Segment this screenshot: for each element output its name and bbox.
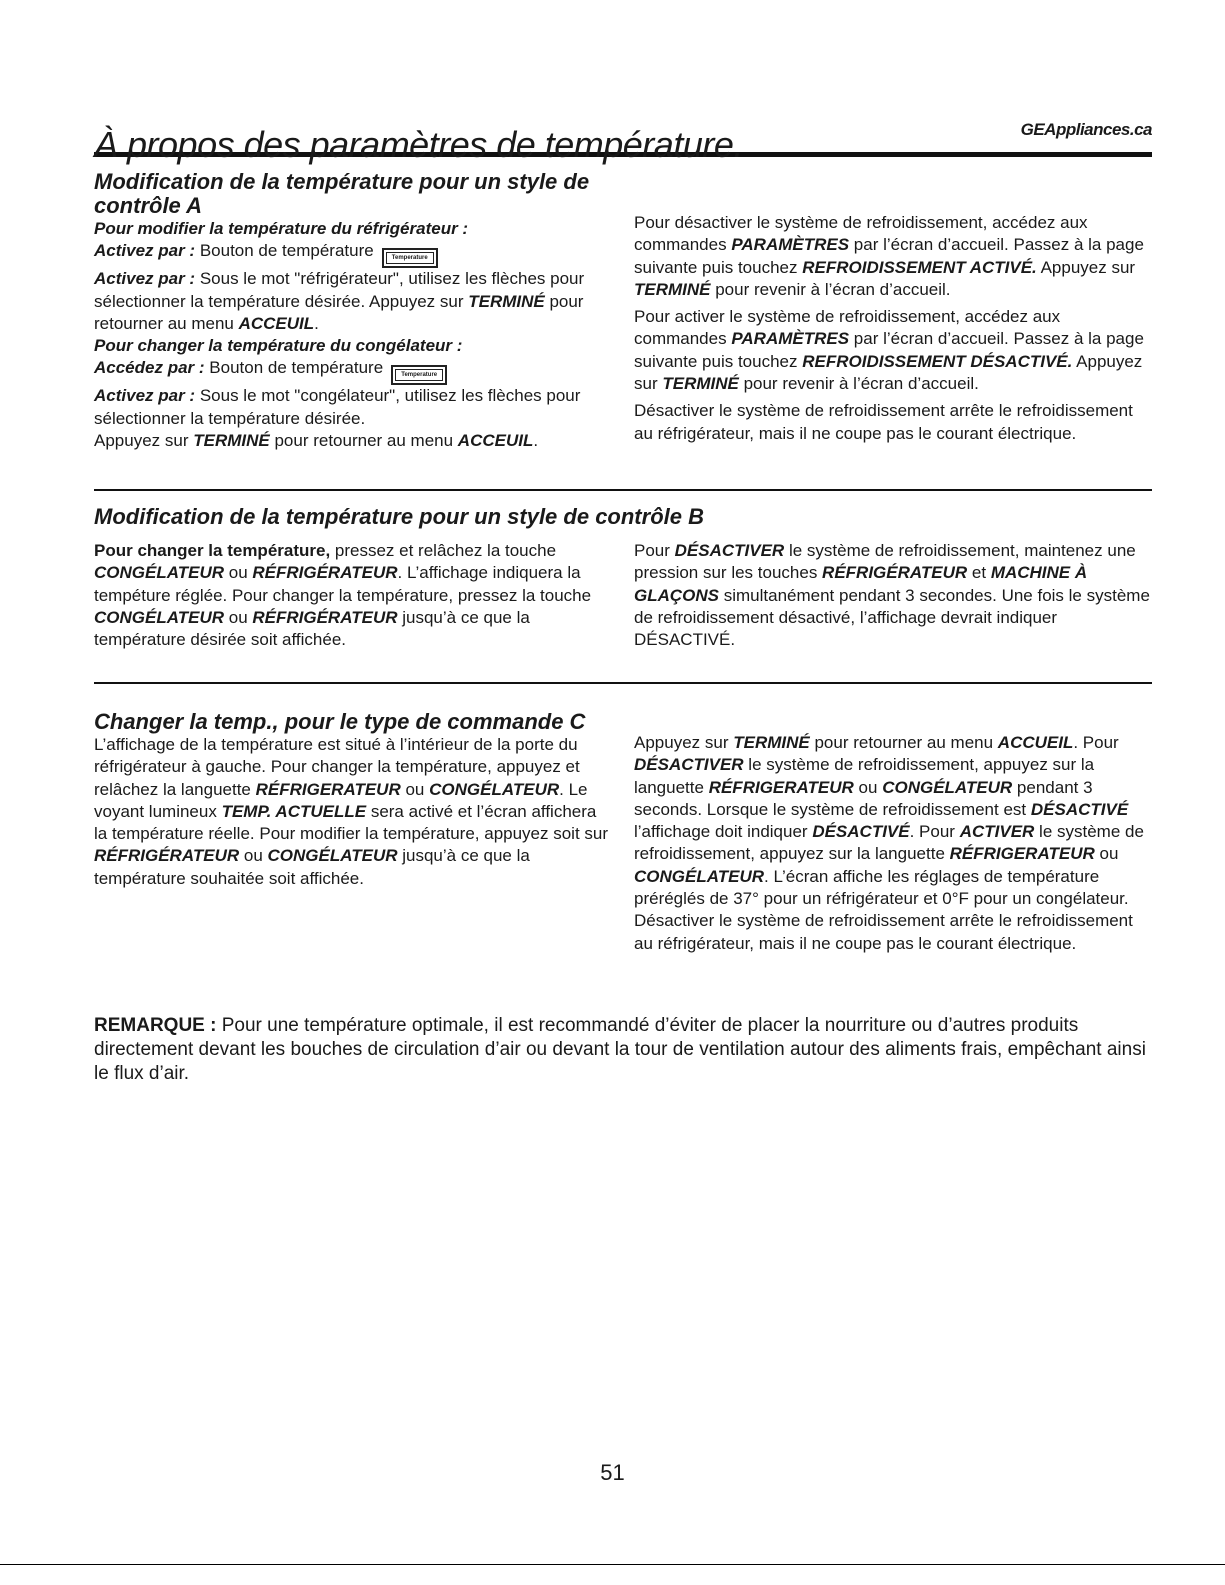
text: jusqu’à ce que la température souhaitée soit affichée.	[94, 846, 530, 888]
text: L’affichage de la température est situé à l’intérieur de la porte du réfrigérateur à gauche. Pour changer la température, appuyez et relâchez la languette	[94, 735, 580, 799]
activate-text: Sous le mot "réfrigérateur", utilisez les flèches pour sélectionner la température désirée. Appuyez sur	[94, 269, 585, 311]
activate-text: Bouton de température	[195, 241, 374, 261]
paragraph	[94, 734, 609, 890]
keyword: TERMINÉ	[733, 733, 810, 752]
text: pour retourner au menu	[809, 733, 998, 752]
section-c-right	[634, 732, 1152, 955]
paragraph	[94, 540, 604, 651]
section-divider	[94, 682, 1152, 684]
text: ou	[853, 777, 883, 797]
paragraph	[634, 212, 1152, 301]
page-header	[94, 100, 1152, 166]
text: ou	[1094, 844, 1119, 864]
text: le système de refroidissement, maintenez une pression sur les touches	[634, 541, 1136, 583]
freezer-heading: Pour changer la température du congélateur :	[94, 336, 463, 356]
keyword: DÉSACTIVÉ	[1030, 799, 1129, 819]
activate-text: Sous le mot "congélateur", utilisez les flèches pour sélectionner la température désirée.	[94, 386, 581, 428]
section-a-left	[94, 170, 614, 452]
note	[94, 1014, 1152, 1086]
paragraph	[634, 732, 1152, 955]
keyword: CONGÉLATEUR	[634, 866, 765, 886]
text: le système de refroidissement, appuyez sur la languette	[634, 755, 1095, 797]
temperature-button-icon: Temperature	[382, 248, 438, 268]
keyword: DÉSACTIVER	[634, 755, 744, 775]
keyword: CONGÉLATEUR	[429, 779, 560, 799]
keyword: RÉFRIGÉRATEUR	[252, 563, 398, 583]
text: pour revenir à l’écran d’accueil.	[738, 374, 979, 394]
activate-label: Activez par :	[94, 386, 196, 406]
section-b-title-wrap	[94, 505, 1152, 529]
text: . Pour	[1073, 733, 1119, 752]
note-text: Pour une température optimale, il est recommandé d’éviter de placer la nourriture ou d’autres produits directement devant les bouches de circulation d’air ou devant la tour de ventilation autour des aliments frais, empêchant ainsi le flux d’air.	[94, 1015, 1146, 1084]
section-c-title: Changer la temp., pour le type de commande C	[94, 709, 586, 734]
note-label: REMARQUE :	[94, 1015, 217, 1036]
page-number: 51	[600, 1460, 625, 1485]
keyword: ACCUEIL	[997, 733, 1074, 752]
bold-text: Pour changer la température,	[94, 541, 331, 560]
text: pendant 3 seconds. Lorsque le système de refroidissement est	[634, 777, 1093, 819]
keyword: TERMINÉ	[634, 279, 711, 299]
section-b-title: Modification de la température pour un style de contrôle B	[94, 504, 704, 529]
keyword: CONGÉLATEUR	[267, 846, 398, 866]
text: Appuyez sur	[94, 431, 194, 451]
keyword: TERMINÉ	[193, 431, 270, 451]
keyword: REFROIDISSEMENT DÉSACTIVÉ.	[802, 351, 1073, 371]
keyword: TERMINÉ	[662, 374, 739, 394]
text: .	[314, 313, 319, 333]
text: jusqu’à ce que la température désirée soit affichée.	[94, 607, 530, 650]
text: ou	[400, 779, 430, 799]
keyword: RÉFRIGÉRATEUR	[94, 846, 240, 866]
text: par l’écran d’accueil. Passez à la page suivante puis touchez	[634, 235, 1144, 277]
text: ou	[239, 846, 268, 866]
keyword: MACHINE À GLAÇONS	[634, 563, 1088, 605]
site-url: GEAppliances.ca	[1020, 120, 1152, 139]
section-divider	[94, 489, 1152, 491]
text: Appuyez sur	[634, 351, 1143, 394]
keyword: ACCEUIL	[238, 313, 315, 333]
paragraph	[634, 540, 1152, 651]
text: ou	[224, 563, 253, 583]
text: . Le voyant lumineux	[94, 779, 588, 821]
keyword: ACCEUIL	[457, 431, 534, 451]
keyword: CONGÉLATEUR	[94, 607, 225, 627]
access-text: Bouton de température	[204, 358, 384, 378]
keyword: RÉFRIGÉRATEUR	[822, 563, 968, 583]
text: pour retourner au menu	[269, 431, 458, 451]
paragraph: Désactiver le système de refroidissement arrête le refroidissement au réfrigérateur, mais il ne coupe pas le courant électrique.	[634, 401, 1133, 443]
keyword: REFROIDISSEMENT ACTIVÉ.	[802, 257, 1037, 277]
text: Pour activer le système de refroidissement, accédez aux commandes	[634, 307, 1061, 349]
paragraph	[634, 306, 1152, 395]
keyword: DÉSACTIVÉ	[812, 822, 910, 842]
keyword: TEMP. ACTUELLE	[221, 801, 367, 821]
text: . L’affichage indiquera la tempéture réglée. Pour changer la température, pressez la touche	[94, 563, 592, 605]
text: Pour	[634, 541, 675, 560]
keyword: CONGÉLATEUR	[882, 777, 1013, 797]
text: et	[967, 563, 991, 583]
keyword: RÉFRIGÉRATEUR	[252, 607, 398, 627]
keyword: TERMINÉ	[468, 291, 545, 311]
section-a-right	[634, 212, 1152, 445]
text: l’affichage doit indiquer	[634, 822, 813, 842]
footer-rule	[0, 1564, 1225, 1565]
text: pressez et relâchez la touche	[330, 541, 557, 560]
keyword: PARAMÈTRES	[731, 235, 850, 255]
keyword: RÉFRIGERATEUR	[949, 844, 1095, 864]
text: Pour désactiver le système de refroidissement, accédez aux commandes	[634, 213, 1088, 255]
text: simultanément pendant 3 secondes. Une fois le système de refroidissement désactivé, l’affichage devrait indiquer DÉSACTIVÉ.	[634, 585, 1150, 650]
access-label: Accédez par :	[94, 358, 205, 378]
section-b-left	[94, 540, 604, 651]
text: sera activé et l’écran affichera la température réelle. Pour modifier la température, appuyez soit sur	[94, 801, 609, 844]
section-a-title: Modification de la température pour un style de contrôle A	[94, 169, 590, 218]
section-c-left	[94, 710, 609, 890]
keyword: PARAMÈTRES	[731, 329, 850, 349]
page-title: À propos des paramètres de température.	[94, 124, 743, 166]
activate-label: Activez par :	[94, 241, 196, 261]
text: Appuyez sur	[634, 733, 734, 752]
text: par l’écran d’accueil. Passez à la page suivante puis touchez	[634, 329, 1144, 371]
keyword: RÉFRIGERATEUR	[708, 777, 854, 797]
fridge-heading: Pour modifier la température du réfrigérateur :	[94, 219, 469, 238]
text: .	[533, 431, 539, 451]
text: Appuyez sur	[1036, 257, 1136, 277]
fridge-instructions	[94, 218, 614, 452]
text: le système de refroidissement, appuyez sur la languette	[634, 822, 1144, 864]
keyword: CONGÉLATEUR	[94, 563, 225, 583]
temperature-button-icon: Temperature	[391, 365, 447, 385]
section-b-right	[634, 540, 1152, 651]
text: ou	[224, 607, 253, 627]
text: pour revenir à l’écran d’accueil.	[710, 279, 951, 299]
keyword: RÉFRIGERATEUR	[255, 779, 401, 799]
text: pour retourner au menu	[94, 291, 584, 333]
keyword: ACTIVER	[959, 822, 1035, 842]
keyword: DÉSACTIVER	[674, 541, 785, 560]
text: . Pour	[909, 822, 960, 842]
text: . L’écran affiche les réglages de température préréglés de 37° pour un réfrigérateur et 0°F pour un congélateur. Désactiver le système de refroidissement arrête le refroidissement au réfrigérateur, mais il ne coupe pas le courant électrique.	[634, 866, 1133, 953]
activate-label: Activez par :	[94, 269, 196, 289]
